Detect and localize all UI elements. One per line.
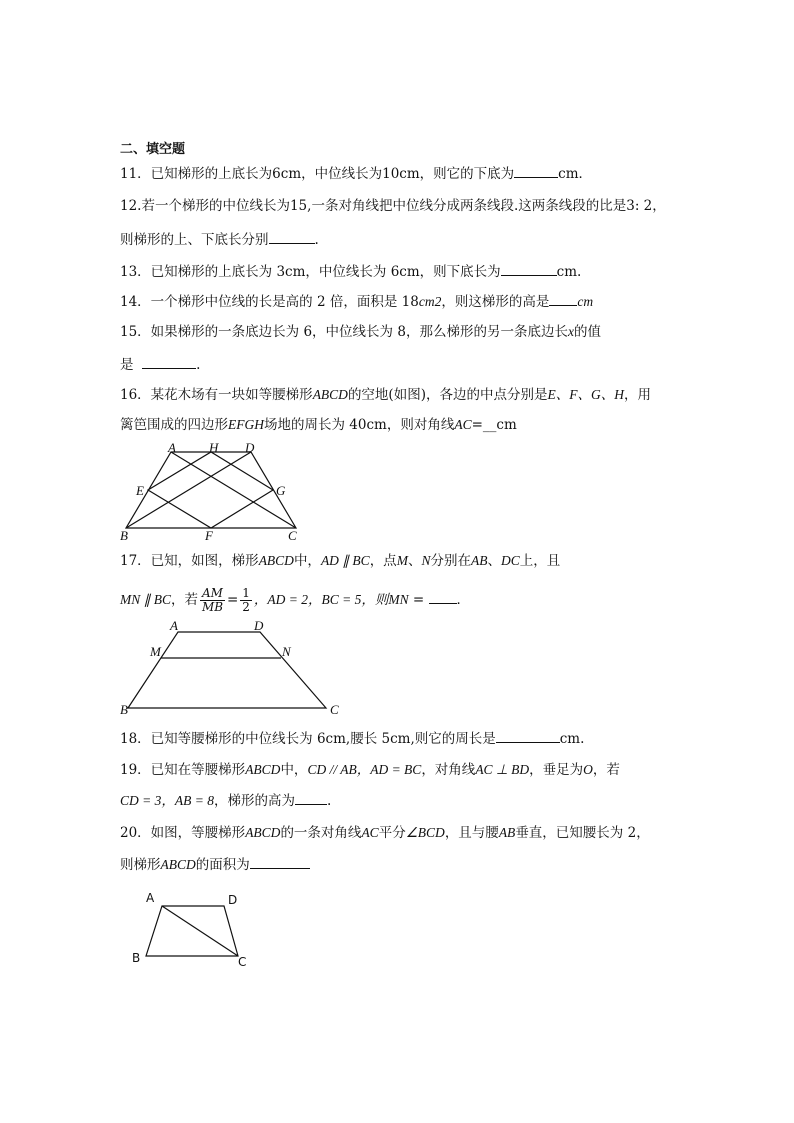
separator: 、 [407, 553, 422, 569]
segment-ab: AB [498, 825, 516, 840]
given-ab: ，AB = 8 [161, 793, 214, 808]
question-19-text-d: ，垂足为 [529, 762, 584, 778]
condition-parallel: CD // AB [307, 762, 357, 777]
label-C: C [288, 528, 297, 543]
angle-bcd: ∠BCD [405, 825, 445, 840]
question-19-text: 19．已知在等腰梯形 [120, 762, 246, 778]
question-15-text: 15．如果梯形的一条底边长为 6，中位线长为 8，那么梯形的另一条底边长 [120, 324, 568, 340]
question-20-text-c: 平分 [378, 825, 406, 841]
midpoint-names: E、F、G、H [547, 387, 624, 402]
label-M: M [150, 644, 161, 659]
question-16-text-b: 的空地(如图)，各边的中点分别是 [347, 387, 548, 403]
question-17-text-c: ，点 [369, 553, 397, 569]
question-19-text-e: ，若 [592, 762, 620, 778]
question-15-line1 [120, 323, 601, 341]
question-14-mid: ，则这梯形的高是 [441, 294, 550, 310]
figure-16-trapezoid [118, 440, 318, 544]
section-title: 二、填空题 [120, 142, 186, 157]
variable-x: x [567, 324, 574, 339]
question-20-text-f: 则梯形 [120, 857, 161, 873]
question-19-text-c: ，对角线 [421, 762, 476, 778]
figure-17-trapezoid [118, 616, 348, 720]
question-18-unit: cm. [559, 731, 585, 747]
question-11-unit: cm． [558, 166, 593, 182]
question-17-if: ，若 [171, 592, 199, 608]
question-14 [120, 292, 593, 311]
question-15-text-end: 的值 [573, 324, 601, 340]
fraction-denominator: MB [201, 600, 224, 614]
condition-equal-legs: ，AD = BC [356, 762, 422, 777]
question-19-end: . [326, 793, 332, 809]
question-17-text-e: 上，且 [519, 553, 561, 569]
point-o: O [583, 762, 593, 777]
question-17-text: 17．已知，如图，梯形 [120, 553, 259, 569]
question-16-answer: =__cm [471, 417, 517, 433]
question-16-text-d: 篱笆围成的四边形 [120, 417, 228, 433]
label-D: D [245, 440, 255, 455]
question-19-text-f: ，梯形的高为 [213, 793, 295, 809]
question-20-line1 [120, 824, 650, 842]
answer-blank[interactable] [250, 855, 310, 869]
question-12-text: 则梯形的上、下底长分别 [120, 232, 269, 248]
equals-sign: = [226, 592, 239, 608]
question-12-line1: 12.若一个梯形的中位线长为15,一条对角线把中位线分成两条线段.这两条线段的比是3: 2， [120, 198, 666, 214]
label-A: A [146, 891, 155, 905]
question-13-unit: cm. [556, 264, 582, 280]
fraction-am-mb [200, 587, 225, 614]
question-17-end: ． [456, 592, 471, 608]
quadrilateral-name: EFGH [228, 417, 264, 432]
label-B: B [120, 528, 128, 543]
trapezoid-name: ABCD [258, 553, 294, 568]
question-18-text: 18．已知等腰梯形的中位线长为 6cm,腰长 5cm,则它的周长是 [120, 731, 496, 747]
figure-20-trapezoid [128, 886, 268, 970]
label-A: A [170, 618, 178, 633]
question-15-line2 [120, 355, 200, 374]
trapezoid-name: ABCD [312, 387, 348, 402]
answer-blank[interactable] [295, 791, 327, 805]
label-B: B [120, 702, 128, 717]
trapezoid-name: ABCD [160, 857, 196, 872]
label-C: C [330, 702, 339, 717]
label-E: E [136, 483, 144, 498]
question-20-text-d: ，且与腰 [444, 825, 499, 841]
given-cd: CD = 3 [120, 793, 162, 808]
diagonal-name: AC [361, 825, 379, 840]
question-17-text-d: 分别在 [430, 553, 471, 569]
question-20-text: 20．如图，等腰梯形 [120, 825, 246, 841]
question-11 [120, 164, 592, 183]
fraction-numerator: AM [202, 586, 223, 600]
question-16-text-e: 场地的周长为 40cm，则对角线 [264, 417, 455, 433]
question-19-text-b: 中， [280, 762, 308, 778]
question-19-line1 [120, 761, 620, 779]
parallel-condition-2: MN ∥ BC [120, 592, 172, 607]
question-13-text: 13．已知梯形的上底长为 3cm，中位线长为 6cm，则下底长为 [120, 264, 501, 280]
label-A: A [168, 440, 176, 455]
answer-blank[interactable] [269, 230, 315, 244]
point-m: M [396, 553, 408, 568]
answer-blank[interactable] [496, 729, 560, 743]
question-13 [120, 262, 581, 281]
question-15-end: . [196, 357, 201, 373]
question-15-line2-text: 是 [120, 357, 134, 373]
segment-mn: MN [388, 592, 409, 607]
question-11-text: 11．已知梯形的上底长为6cm，中位线长为10cm，则它的下底为 [120, 166, 515, 182]
parallel-condition: AD ∥ BC [320, 553, 370, 568]
question-16-text-c: ，用 [623, 387, 651, 403]
question-17-line1 [120, 552, 560, 570]
question-12-end: . [314, 232, 319, 248]
label-D: D [228, 893, 238, 907]
answer-blank[interactable] [549, 292, 577, 306]
equals-sign: = [408, 592, 429, 608]
question-14-area-unit: cm2 [418, 294, 442, 309]
condition-perpendicular: AC ⊥ BD [475, 762, 530, 777]
question-16-line1 [120, 386, 651, 404]
question-16-text: 16．某花木场有一块如等腰梯形 [120, 387, 313, 403]
fraction-one-half [240, 587, 252, 614]
question-20-text-e: 垂直，已知腰长为 2， [515, 825, 650, 841]
question-14-text: 14．一个梯形中位线的长是高的 2 倍，面积是 18 [120, 294, 419, 310]
answer-blank[interactable] [429, 590, 457, 604]
given-values: ，AD = 2，BC = 5，则 [253, 592, 389, 607]
point-n: N [421, 553, 431, 568]
label-B: B [132, 951, 141, 965]
trapezoid-name: ABCD [245, 762, 281, 777]
separator: 、 [487, 553, 501, 569]
label-D: D [254, 618, 264, 633]
question-20-text-g: 的面积为 [195, 857, 250, 873]
label-N: N [282, 644, 291, 659]
question-19-line2 [120, 791, 331, 810]
question-12-line2 [120, 230, 319, 249]
answer-blank[interactable] [501, 262, 557, 276]
trapezoid-name: ABCD [245, 825, 281, 840]
fraction-denominator: 2 [242, 600, 250, 614]
segment-dc: DC [500, 553, 520, 568]
diagonal-name: AC [454, 417, 472, 432]
question-20-text-b: 的一条对角线 [280, 825, 362, 841]
answer-blank[interactable] [142, 355, 196, 369]
answer-blank[interactable] [514, 164, 558, 178]
question-17-line2 [120, 585, 470, 615]
question-16-line2 [120, 416, 517, 434]
label-H: H [209, 440, 219, 455]
fraction-numerator: 1 [242, 586, 250, 600]
question-17-text-b: 中， [293, 553, 321, 569]
question-20-line2 [120, 855, 310, 874]
label-C: C [238, 955, 247, 969]
label-F: F [205, 528, 213, 543]
segment-ab: AB [470, 553, 488, 568]
question-18 [120, 729, 584, 748]
label-G: G [276, 483, 286, 498]
question-14-unit: cm [577, 294, 594, 309]
